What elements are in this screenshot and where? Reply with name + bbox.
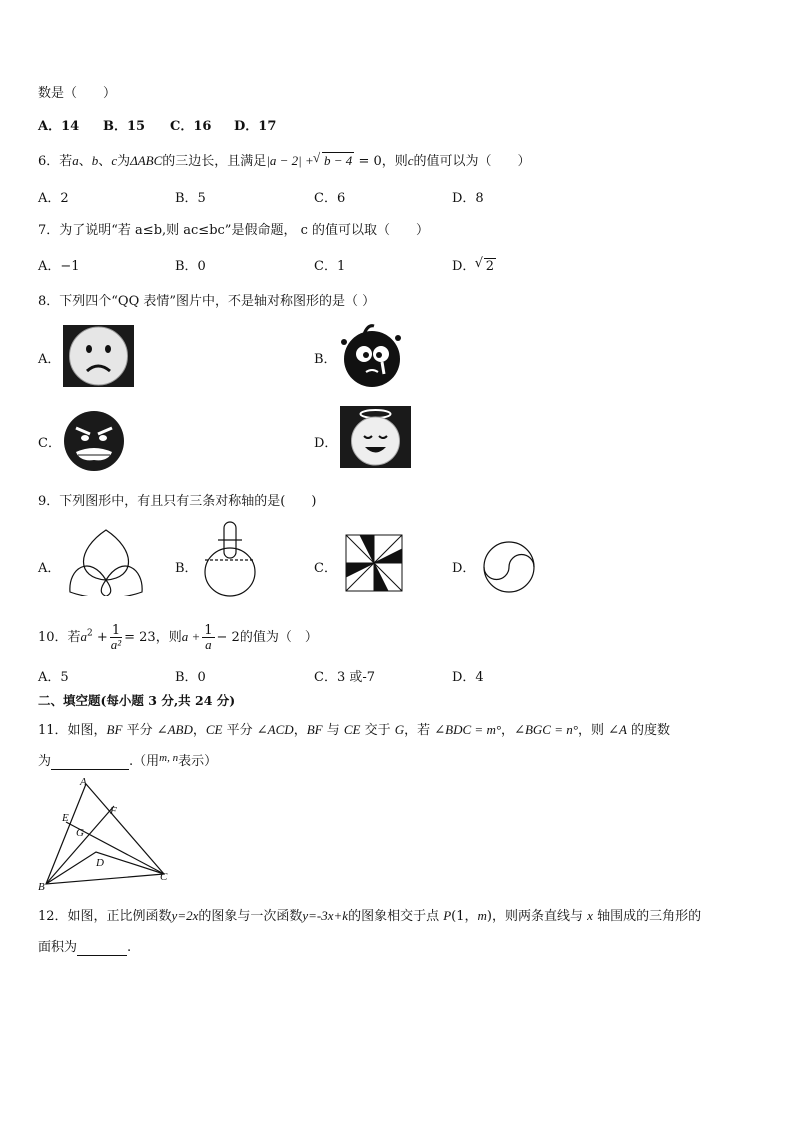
crying-face-image[interactable] [338,322,406,388]
q7-option-d-label: D． [452,259,476,274]
q7-option-d[interactable] [452,255,496,274]
q10-fraction-2 [202,624,214,651]
q6-stem [38,150,531,169]
q10-option-a[interactable]: A．5 [38,670,69,685]
q11-t1: 11．如图， [38,723,107,738]
q11-t12: 为 [38,754,52,769]
q8-label-b[interactable]: B． [314,352,337,367]
taiji-figure[interactable] [482,540,536,594]
q11-t10: ，则 [577,723,609,738]
q12-t7: . [127,940,132,955]
q11-t6: 与 [322,723,344,738]
q6-eq: = 0 [358,154,382,169]
q6-var-c2: c [407,153,414,168]
q12-f2: y=-3x+k [302,908,349,923]
section-title: 二、填空题(每小题 3 分,共 24 分) [38,693,236,708]
angel-face-image[interactable] [340,406,411,468]
q5-option-b[interactable]: B．15 [103,119,146,134]
q9-label-a[interactable]: A． [38,561,61,576]
q7-option-c[interactable]: C．1 [314,259,346,274]
q11-g: G [394,722,405,737]
q12-p: P [443,908,452,923]
q11-label-b: B [38,881,45,892]
q8-stem: 8．下列四个“QQ 表情”图片中，不是轴对称图形的是（ ） [38,294,376,309]
q6-suffix: 的值可以为（ ） [413,154,531,169]
q12-line1 [38,905,701,924]
q6-mid3: ，则 [381,154,408,169]
q11-line2 [38,750,217,770]
q6-var-a: a [72,153,79,168]
q11-label-c: C [160,871,168,883]
q6-option-b[interactable]: B．5 [175,191,206,206]
q7-stem: 7．为了说明“若 a≤b,则 ac≤bc”是假命题， c 的值可以取（ ） [38,223,429,238]
q12-t3: 的图象相交于点 [348,909,440,924]
q11-line1 [38,719,670,738]
q10-option-b[interactable]: B．0 [175,670,206,685]
q7-option-b[interactable]: B．0 [175,259,206,274]
q8-label-a[interactable]: A． [38,352,61,367]
q11-t7: 交于 [360,723,395,738]
q9-label-b[interactable]: B． [175,561,198,576]
q6-abs: |a − 2| + [266,153,314,168]
q11-bdc: ∠BDC = m° [434,722,502,737]
q11-label-a: A [80,776,87,788]
q9-stem: 9．下列图形中，有且只有三条对称轴的是( ) [38,494,317,509]
q12-t5: 轴围成的三角形的 [597,909,702,924]
q11-ce: CE [205,722,223,737]
q6-prefix: 6．若 [38,154,73,169]
q11-bgc: ∠BGC = n° [514,722,578,737]
q12-t4: ，则两条直线与 [491,909,583,924]
q11-t4: 平分 [222,723,257,738]
q5-option-d[interactable]: D．17 [234,119,277,134]
q10-eq1-rhs: = 23 [124,630,156,645]
q11-label-g: G [76,827,84,839]
q7-option-d-sqrt: √ 2 [484,258,496,274]
q6-option-a[interactable]: A．2 [38,191,69,206]
q6-sep1: 、 [78,154,92,169]
q5-stem-tail: 数是（ ） [38,86,117,101]
q11-bf: BF [106,722,123,737]
trefoil-figure[interactable] [66,528,146,596]
q12-line2 [38,936,131,956]
q5-option-a[interactable]: A．14 [38,119,80,134]
q11-abd: ∠ABD [156,722,193,737]
q9-label-c[interactable]: C． [314,561,337,576]
q10-a: a [80,629,88,644]
q11-angle-a: ∠A [608,722,627,737]
q10-suffix: 的值为（ ） [239,630,318,645]
q6-mid: 为 [117,154,131,169]
q8-label-d[interactable]: D． [314,436,338,451]
q6-option-c[interactable]: C．6 [314,191,346,206]
q11-label-e: E [62,812,69,824]
q6-option-d[interactable]: D．8 [452,191,484,206]
paddle-figure[interactable] [200,520,262,600]
q11-ce2: CE [343,722,361,737]
q6-mid2: 的三边长，且满足 [162,154,267,169]
q10-option-d[interactable]: D．4 [452,670,484,685]
q9-label-d[interactable]: D． [452,561,476,576]
q12-t6: 面积为 [38,940,78,955]
q10-mid: ，则 [155,630,182,645]
q11-t9: ， [501,723,515,738]
q11-t13: .（用 [129,754,160,769]
q12-pe: ) [486,909,492,924]
q6-var-c: c [111,153,118,168]
q10-fraction-1 [110,624,122,651]
q8-label-c[interactable]: C． [38,436,61,451]
pinwheel-figure[interactable] [345,534,405,594]
q10-prefix: 10．若 [38,630,81,645]
q11-acd: ∠ACD [256,722,294,737]
q5-option-c[interactable]: C．16 [170,119,212,134]
q6-sep2: 、 [98,154,112,169]
q11-t11: 的度数 [626,723,671,738]
q10-f2-den: a [205,637,212,652]
q12-pc: (1， [451,909,478,924]
q11-label-f: F [110,805,117,817]
q10-f2-num: 1 [204,623,213,638]
q11-t8: ，若 [404,723,435,738]
q6-var-b: b [91,153,99,168]
q12-x: x [587,908,593,923]
q12-m: m [477,908,487,923]
q6-sqrt: √ b − 4 [322,152,354,169]
q12-t1: 12．如图，正比例函数 [38,909,172,924]
q10-plus: + [96,630,108,645]
q10-option-c[interactable]: C．3 或-7 [314,670,376,685]
q11-triangle-figure [36,776,176,892]
q12-t2: 的图象与一次函数 [198,909,303,924]
q10-expr2: a + [181,629,201,644]
q7-option-a[interactable]: A．−1 [38,259,80,274]
q12-answer-blank[interactable] [77,940,127,956]
q11-t14: 表示） [178,754,218,769]
q11-t5: ， [293,723,307,738]
sad-face-image[interactable] [63,325,134,387]
angry-face-image[interactable] [60,410,128,472]
q10-stem [38,624,318,651]
q11-t2: 平分 [122,723,157,738]
q10-a-exponent: 2 [87,628,93,639]
q11-bf2: BF [306,722,323,737]
q11-t3: ， [192,723,206,738]
q11-answer-blank[interactable] [51,754,129,770]
q10-expr2-tail: − 2 [216,630,240,645]
q10-f1-num: 1 [111,623,121,638]
q11-mn: m, n [159,752,179,764]
q11-label-d: D [96,857,104,869]
q10-f1-den: a² [110,637,122,652]
q12-f1: y=2x [171,908,199,923]
q6-triangle: ΔABC [130,153,163,168]
